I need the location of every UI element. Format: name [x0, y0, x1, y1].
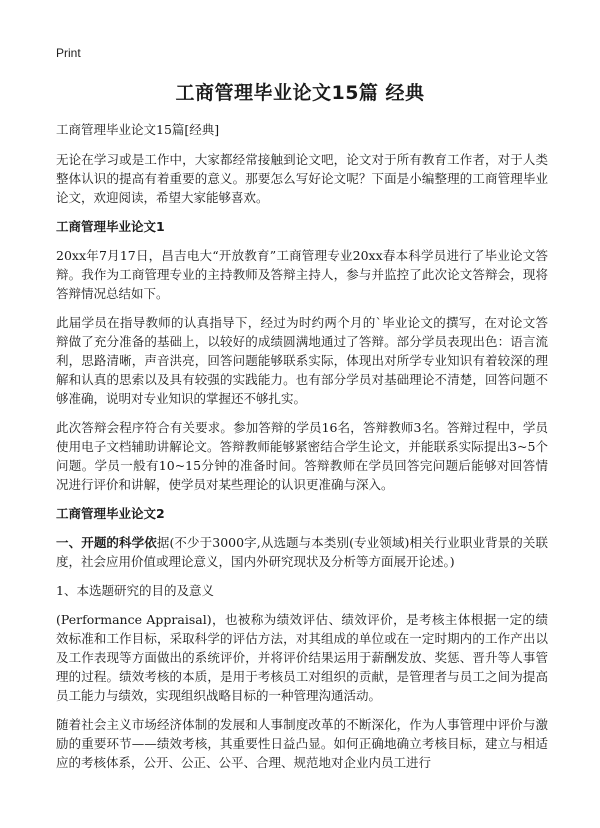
section1-paragraph: 20xx年7月17日，昌吉电大“开放教育”工商管理专业20xx春本科学员进行了毕业论文答辩。我作为工商管理专业的主持教师及答辩主持人，参与并监控了此次论文答辩会，现将答辩情况总结如下。	[56, 248, 548, 301]
item1-rest: 据(不少于3000字,从选题与本类别(专业领域)相关行业职业背景的关联度，社会应用价值或理论意义，国内外研究现状及分析等方面展开论述。)	[56, 535, 548, 569]
section1-paragraph: 此次答辩会程序符合有关要求。参加答辩的学员16名，答辩教师3名。答辩过程中，学员使用电子文档辅助讲解论文。答辩教师能够紧密结合学生论文，并能联系实际提出3~5个问题。学员一般有10~15分钟的准备时间。答辩教师在学员回答完问题后能够对回答情况进行评价和讲解，使学员对某些理论的认识更准确与深入。	[56, 420, 548, 492]
section2-item-1	[56, 533, 548, 571]
print-label: Print	[56, 46, 81, 60]
section-heading-2: 工商管理毕业论文2	[56, 506, 165, 521]
section-heading-1: 工商管理毕业论文1	[56, 219, 165, 234]
item1-bold-lead: 一、开题的科学依	[56, 535, 157, 550]
intro-paragraph: 无论在学习或是工作中，大家都经常接触到论文吧，论文对于所有教育工作者，对于人类整体认识的提高有着重要的意义。那要怎么写好论文呢？下面是小编整理的工商管理毕业论文，欢迎阅读，希望大家能够喜欢。	[56, 152, 548, 205]
page-title: 工商管理毕业论文15篇 经典	[175, 82, 425, 104]
section1-paragraph: 此届学员在指导教师的认真指导下，经过为时约两个月的`毕业论文的撰写，在对论文答辩做了充分准备的基础上，以较好的成绩圆满地通过了答辩。部分学员表现出色：语言流利，思路清晰，声音洪亮，回答问题能够联系实际，体现出对所学专业知识有着较深的理解和认真的思索以及具有较强的实践能力。也有部分学员对基础理论不清楚，回答问题不够准确，说明对专业知识的掌握还不够扎实。	[56, 315, 548, 406]
section2-subheading: 1、本选题研究的目的及意义	[56, 583, 214, 598]
document-body	[56, 120, 548, 782]
section2-paragraph: (Performance Appraisal)，也被称为绩效评估、绩效评价，是考核主体根据一定的绩效标准和工作目标，采取科学的评估方法，对其组成的单位或在一定时期内的工作产出以及工作表现等方面做出的系统评价，并将评价结果运用于薪酬发放、奖惩、晋升等人事管理的过程。绩效考核的本质，是用于考核员工对组织的贡献，是管理者与员工之间为提高员工能力与绩效，实现组织战略目标的一种管理沟通活动。	[56, 612, 548, 703]
section2-paragraph: 随着社会主义市场经济体制的发展和人事制度改革的不断深化，作为人事管理中评价与激励的重要环节——绩效考核，其重要性日益凸显。如何正确地确立考核目标，建立与相适应的考核体系，公开、公正、公平、合理、规范地对企业内员工进行	[56, 717, 548, 770]
document-subtitle: 工商管理毕业论文15篇[经典]	[56, 122, 220, 137]
